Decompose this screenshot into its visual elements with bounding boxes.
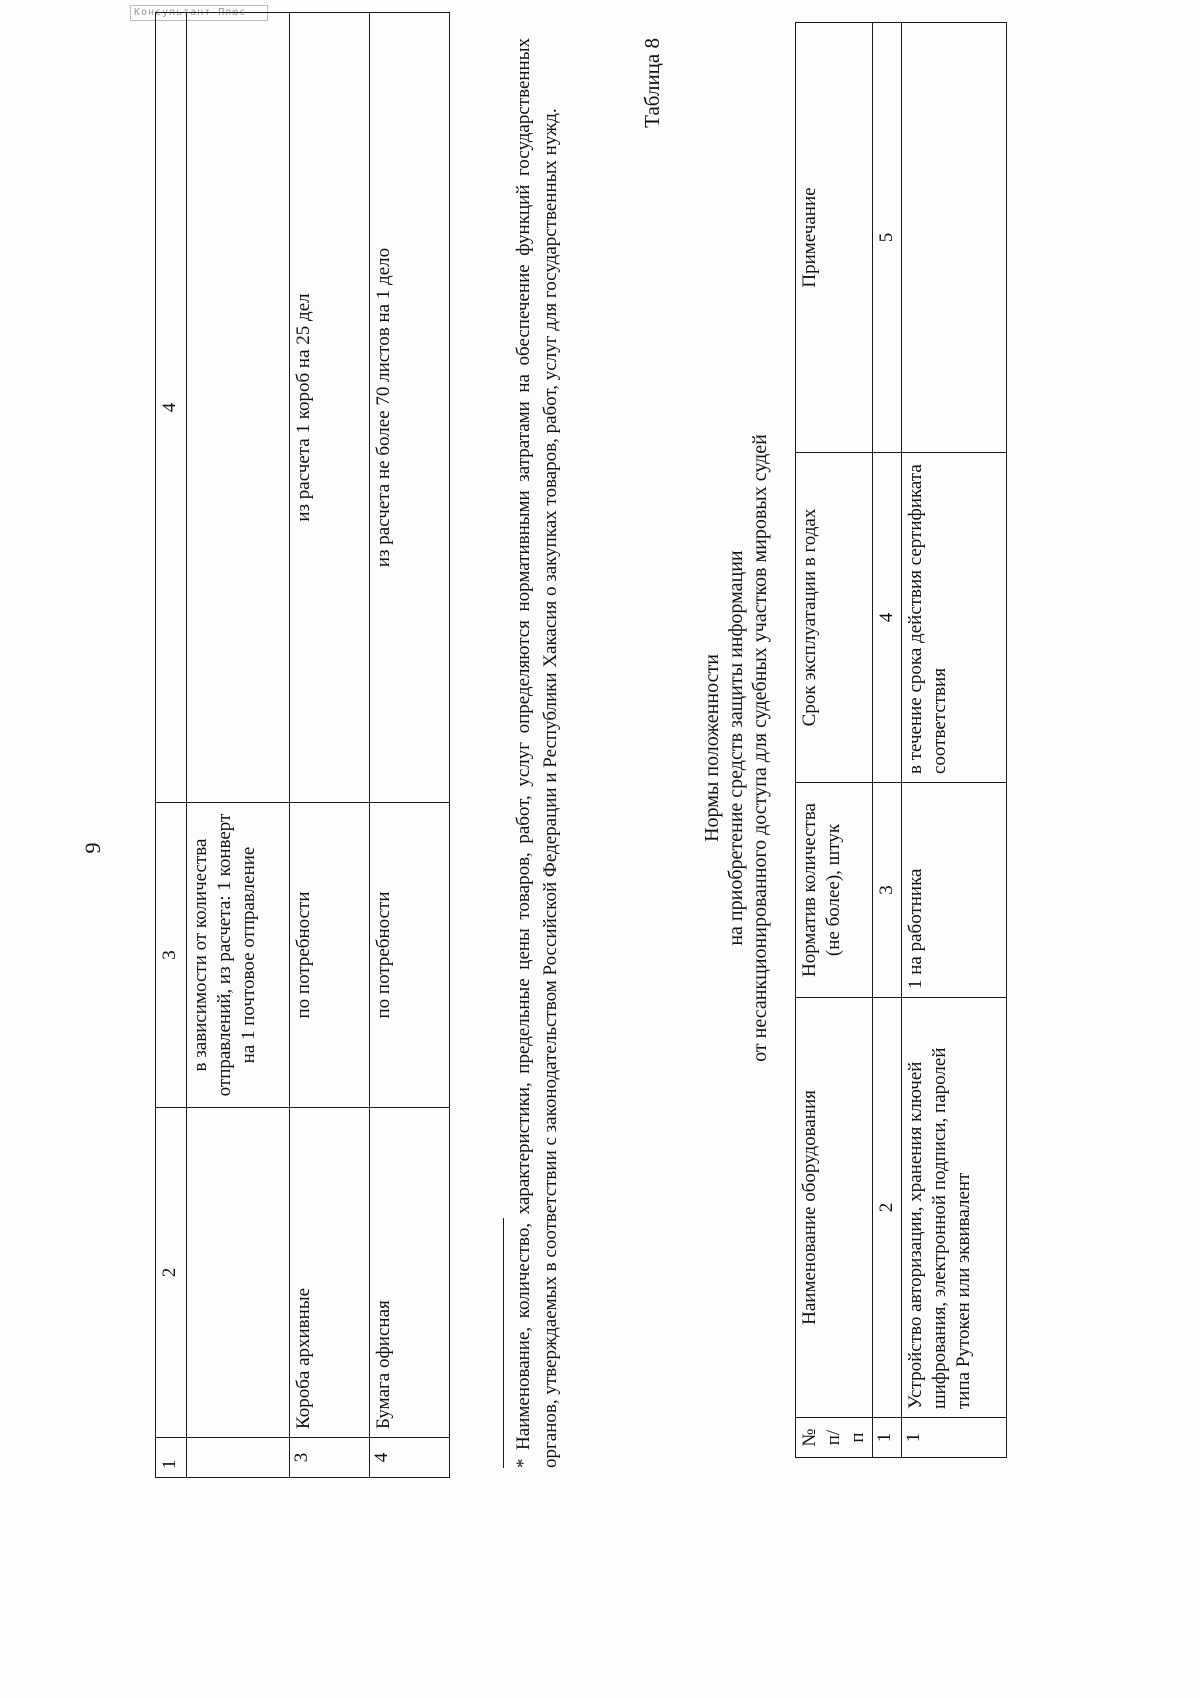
header-note: Примечание [796, 23, 873, 453]
item-norm: по потребности [290, 803, 370, 1108]
table-header-row [796, 23, 873, 1458]
service-life: в течение срока действия сертификата соответствия [902, 453, 1007, 783]
column-index-4: 4 [156, 13, 187, 803]
item-name: Короба архивные [290, 1108, 370, 1438]
column-index-2: 2 [873, 998, 902, 1418]
page-number: 9 [80, 842, 105, 854]
equipment-name: Устройство авторизации, хранения ключей шифрования, электронной подписи, паролей типа Рутокен или эквивалент [902, 998, 1007, 1418]
row-number [187, 1438, 290, 1478]
table-row [902, 23, 1007, 1458]
table-title-line-1: Нормы положенности [701, 654, 723, 842]
security-means-table [795, 22, 1007, 1458]
item-name [187, 1108, 290, 1438]
table-title [700, 28, 772, 1468]
table-title-line-2: на приобретение средств защиты информации [725, 550, 747, 946]
document-stamp: Консультант Плюс [130, 5, 268, 21]
header-equipment-name: Наименование оборудования [796, 998, 873, 1418]
item-name: Бумага офисная [370, 1108, 450, 1438]
column-index-4: 4 [873, 453, 902, 783]
column-index-1: 1 [873, 1418, 902, 1458]
table-row [370, 13, 450, 1478]
header-number: № п/п [796, 1418, 873, 1458]
item-norm: по потребности [370, 803, 450, 1108]
table-row [187, 13, 290, 1478]
row-number: 4 [370, 1438, 450, 1478]
column-index-2: 2 [156, 1108, 187, 1438]
item-note [187, 13, 290, 803]
item-norm: в зависимости от количества отправлений, из расчета: 1 конверт на 1 почтовое отправление [187, 803, 290, 1108]
column-index-3: 3 [156, 803, 187, 1108]
footnote-separator [503, 1218, 504, 1468]
header-quantity-norm: Норматив количества (не более), штук [796, 783, 873, 998]
row-number: 3 [290, 1438, 370, 1478]
item-note: из расчета 1 короб на 25 дел [290, 13, 370, 803]
table-row [290, 13, 370, 1478]
column-index-5: 5 [873, 23, 902, 453]
header-service-life: Срок эксплуатации в годах [796, 453, 873, 783]
quantity-norm: 1 на работника [902, 783, 1007, 998]
item-note: из расчета не более 70 листов на 1 дело [370, 13, 450, 803]
footnote-text: * Наименование, количество, характеристики, предельные цены товаров, работ, услуг определяются нормативными затратами на обеспечение функций государственных органов, утверждаемых в соответствии с законодательством Российской Федерации и Республики Хакасия о закупках товаров, работ, услуг для государственных нужд. [513, 38, 561, 1468]
table-title-line-3: от несанкционированного доступа для судебных участков мировых судей [749, 434, 771, 1062]
table-label: Таблица 8 [640, 38, 664, 128]
column-index-1: 1 [156, 1438, 187, 1478]
column-index-row [873, 23, 902, 1458]
row-number: 1 [902, 1418, 1007, 1458]
equipment-note [902, 23, 1007, 453]
column-index-3: 3 [873, 783, 902, 998]
table-header-row [156, 13, 187, 1478]
continued-supplies-table [155, 12, 450, 1478]
